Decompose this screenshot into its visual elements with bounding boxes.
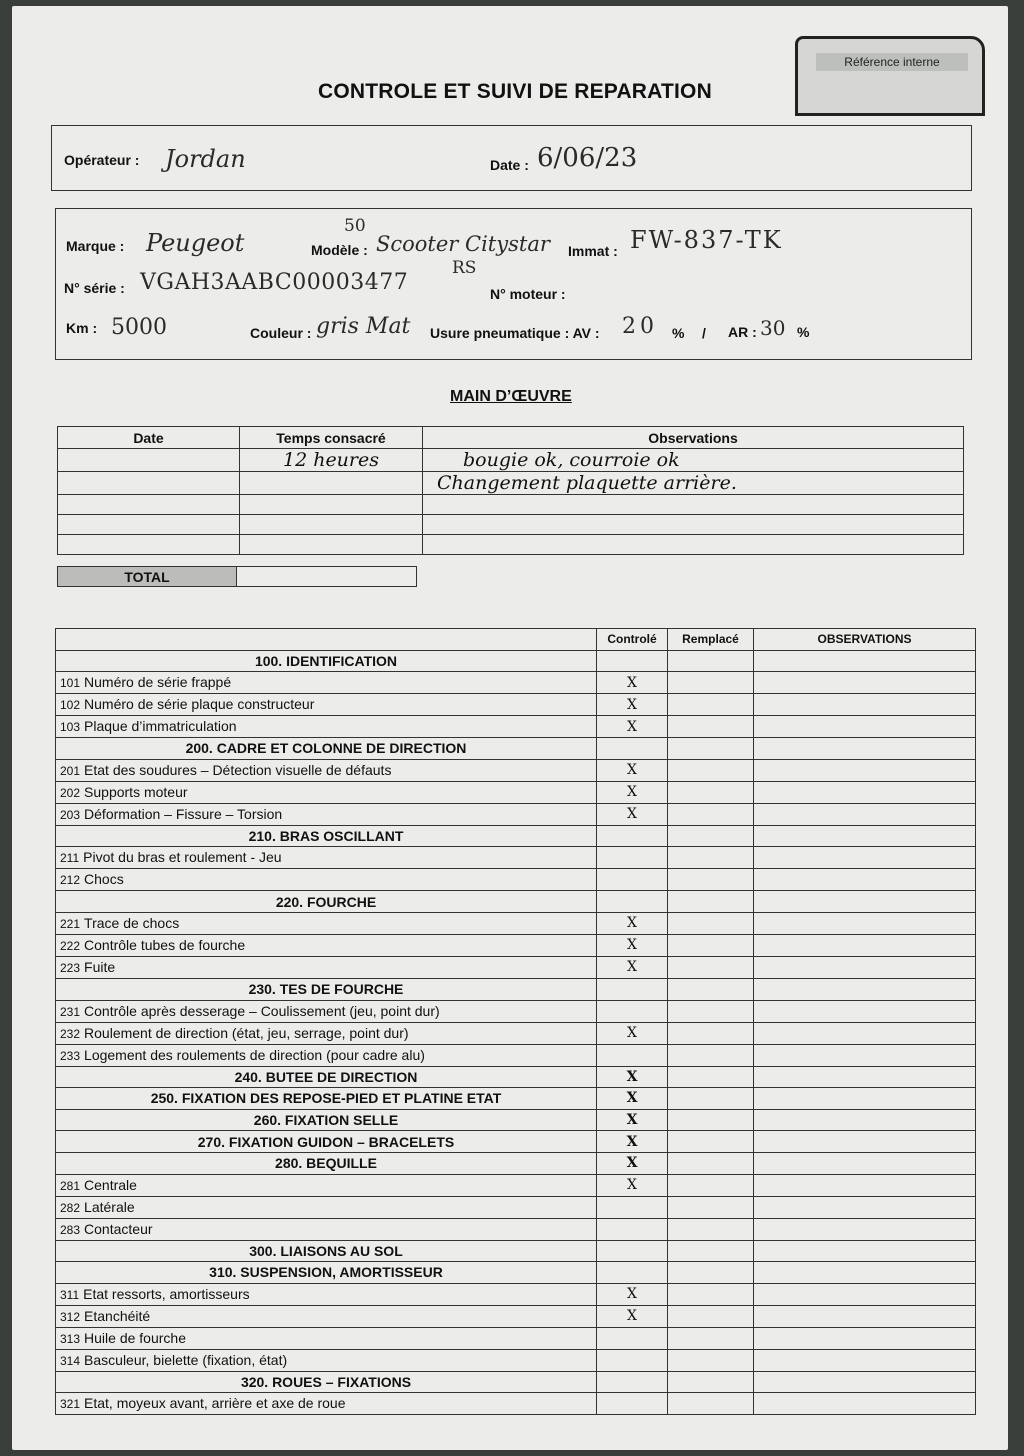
- controle-check-cell[interactable]: X: [597, 1022, 668, 1044]
- item-code: 211: [60, 851, 80, 866]
- observations-cell[interactable]: [754, 1371, 976, 1393]
- item-label: Plaque d’immatriculation: [84, 718, 237, 735]
- item-code: 312: [60, 1309, 81, 1324]
- controle-check-cell[interactable]: X: [597, 1283, 668, 1305]
- labor-col-date: Date: [58, 427, 240, 449]
- observations-cell[interactable]: [754, 1262, 976, 1284]
- labor-date-cell[interactable]: [58, 472, 240, 495]
- controle-check-cell[interactable]: X: [597, 716, 668, 738]
- checklist-item-row: [56, 1174, 976, 1196]
- controle-check-cell[interactable]: [597, 1044, 668, 1066]
- remplace-check-cell[interactable]: [668, 1088, 754, 1110]
- item-label: Contrôle tubes de fourche: [84, 936, 246, 953]
- section-heading: 320. ROUES – FIXATIONS: [56, 1371, 597, 1393]
- modele-label: Modèle :: [311, 242, 368, 258]
- item-label: Latérale: [84, 1198, 135, 1215]
- observations-cell[interactable]: [754, 1131, 976, 1153]
- av-value: 20: [622, 314, 658, 339]
- observations-cell[interactable]: [754, 1174, 976, 1196]
- controle-check-cell[interactable]: [597, 1262, 668, 1284]
- labor-time-cell[interactable]: [240, 472, 423, 495]
- checklist-item-row: [56, 1196, 976, 1218]
- item-code: 103: [60, 720, 81, 735]
- labor-col-observations: Observations: [423, 427, 964, 449]
- checklist-col-controle: Controlé: [597, 629, 668, 651]
- labor-obs-cell[interactable]: [423, 515, 964, 535]
- checklist-col-item: [56, 629, 597, 651]
- controle-check-cell[interactable]: [597, 978, 668, 1000]
- checklist-item-row: [56, 934, 976, 956]
- internal-reference-label: Référence interne: [816, 53, 968, 71]
- item-label: Numéro de série frappé: [84, 674, 232, 691]
- remplace-check-cell[interactable]: [668, 1022, 754, 1044]
- controle-check-cell[interactable]: [597, 1327, 668, 1349]
- remplace-check-cell[interactable]: [668, 956, 754, 978]
- checklist-item: [56, 1393, 597, 1415]
- item-label: Basculeur, bielette (fixation, état): [84, 1351, 288, 1368]
- controle-check-cell[interactable]: X: [597, 1152, 668, 1174]
- checklist-item: [56, 847, 597, 869]
- item-label: Trace de chocs: [84, 914, 180, 931]
- controle-check-cell[interactable]: X: [597, 781, 668, 803]
- immat-value: FW-837-TK: [630, 226, 783, 254]
- labor-obs-line1[interactable]: bougie ok, courroie ok: [423, 449, 964, 472]
- checklist-item-row: [56, 803, 976, 825]
- section-heading: 100. IDENTIFICATION: [56, 650, 597, 672]
- modele-value: Scooter Citystar: [376, 232, 550, 256]
- controle-check-cell[interactable]: [597, 1218, 668, 1240]
- controle-check-cell[interactable]: [597, 1349, 668, 1371]
- remplace-check-cell[interactable]: [668, 672, 754, 694]
- remplace-check-cell[interactable]: [668, 825, 754, 847]
- item-code: 102: [60, 698, 81, 713]
- remplace-check-cell[interactable]: [668, 1196, 754, 1218]
- checklist-item: [56, 912, 597, 934]
- remplace-check-cell[interactable]: [668, 1152, 754, 1174]
- labor-obs-line2[interactable]: Changement plaquette arrière.: [423, 472, 964, 495]
- item-label: Etat des soudures – Détection visuelle de défauts: [84, 761, 392, 778]
- checklist-item-row: [56, 1283, 976, 1305]
- checklist-section-row: [56, 1152, 976, 1174]
- controle-check-cell[interactable]: [597, 650, 668, 672]
- observations-cell[interactable]: [754, 803, 976, 825]
- controle-check-cell[interactable]: [597, 1196, 668, 1218]
- observations-cell[interactable]: [754, 781, 976, 803]
- checklist-item: [56, 956, 597, 978]
- observations-cell[interactable]: [754, 716, 976, 738]
- km-label: Km :: [66, 320, 98, 336]
- labor-time-cell[interactable]: [240, 535, 423, 555]
- item-code: 221: [60, 916, 81, 931]
- serie-value: VGAH3AABC00003477: [140, 270, 409, 295]
- item-code: 282: [60, 1200, 81, 1215]
- checklist-item: [56, 716, 597, 738]
- item-code: 311: [60, 1287, 80, 1302]
- checklist-section-row: [56, 1131, 976, 1153]
- observations-cell[interactable]: [754, 1000, 976, 1022]
- labor-total-table: [57, 566, 417, 587]
- observations-cell[interactable]: [754, 1066, 976, 1088]
- checklist-item: [56, 869, 597, 891]
- item-label: Etat ressorts, amortisseurs: [83, 1285, 250, 1302]
- labor-date-cell[interactable]: [58, 495, 240, 515]
- remplace-check-cell[interactable]: [668, 1174, 754, 1196]
- observations-cell[interactable]: [754, 847, 976, 869]
- checklist-item-row: [56, 956, 976, 978]
- remplace-check-cell[interactable]: [668, 1349, 754, 1371]
- labor-row: [58, 449, 964, 472]
- labor-date-cell[interactable]: [58, 535, 240, 555]
- checklist-item-row: [56, 1393, 976, 1415]
- item-label: Contacteur: [84, 1220, 153, 1237]
- labor-section-title: MAIN D’ŒUVRE: [450, 388, 572, 405]
- observations-cell[interactable]: [754, 738, 976, 760]
- av-percent: %: [672, 325, 685, 341]
- labor-row: [58, 495, 964, 515]
- item-label: Pivot du bras et roulement - Jeu: [83, 849, 282, 866]
- item-label: Fuite: [84, 958, 116, 975]
- remplace-check-cell[interactable]: [668, 1066, 754, 1088]
- checklist-item: [56, 759, 597, 781]
- date-value: 6/06/23: [537, 143, 638, 173]
- item-label: Huile de fourche: [84, 1329, 186, 1346]
- observations-cell[interactable]: [754, 1327, 976, 1349]
- checklist-item-row: [56, 912, 976, 934]
- labor-date-cell[interactable]: [58, 449, 240, 472]
- modele-note-bottom: RS: [452, 258, 477, 278]
- checklist-section-row: [56, 978, 976, 1000]
- checklist-item-row: [56, 781, 976, 803]
- remplace-check-cell[interactable]: [668, 1131, 754, 1153]
- item-label: Déformation – Fissure – Torsion: [84, 805, 283, 822]
- controle-check-cell[interactable]: X: [597, 803, 668, 825]
- checklist-section-row: [56, 891, 976, 913]
- checklist-item: [56, 1196, 597, 1218]
- controle-check-cell[interactable]: [597, 1371, 668, 1393]
- checklist-item: [56, 1218, 597, 1240]
- labor-obs-cell[interactable]: [423, 495, 964, 515]
- checklist-item: [56, 781, 597, 803]
- observations-cell[interactable]: [754, 1044, 976, 1066]
- remplace-check-cell[interactable]: [668, 869, 754, 891]
- controle-check-cell[interactable]: X: [597, 1088, 668, 1110]
- section-heading: 220. FOURCHE: [56, 891, 597, 913]
- controle-check-cell[interactable]: [597, 847, 668, 869]
- checklist-section-row: [56, 1371, 976, 1393]
- item-label: Centrale: [84, 1176, 137, 1193]
- usure-label: Usure pneumatique : AV :: [430, 325, 600, 341]
- section-heading: 270. FIXATION GUIDON – BRACELETS: [56, 1131, 597, 1153]
- item-label: Numéro de série plaque constructeur: [84, 696, 315, 713]
- remplace-check-cell[interactable]: [668, 1305, 754, 1327]
- checklist-section-row: [56, 738, 976, 760]
- item-code: 232: [60, 1026, 81, 1041]
- observations-cell[interactable]: [754, 1283, 976, 1305]
- checklist-item: [56, 1174, 597, 1196]
- moteur-label: N° moteur :: [490, 286, 566, 302]
- remplace-check-cell[interactable]: [668, 650, 754, 672]
- internal-reference-box: [795, 36, 985, 116]
- remplace-check-cell[interactable]: [668, 716, 754, 738]
- controle-check-cell[interactable]: X: [597, 1109, 668, 1131]
- observations-cell[interactable]: [754, 1022, 976, 1044]
- ar-value: 30: [760, 316, 786, 340]
- observations-cell[interactable]: [754, 759, 976, 781]
- controle-check-cell[interactable]: [597, 738, 668, 760]
- labor-total-value[interactable]: [237, 567, 417, 587]
- separator-slash: /: [702, 325, 706, 341]
- remplace-check-cell[interactable]: [668, 803, 754, 825]
- remplace-check-cell[interactable]: [668, 1218, 754, 1240]
- controle-check-cell[interactable]: X: [597, 912, 668, 934]
- item-label: Logement des roulements de direction (pour cadre alu): [84, 1046, 425, 1063]
- remplace-check-cell[interactable]: [668, 738, 754, 760]
- observations-cell[interactable]: [754, 650, 976, 672]
- section-heading: 200. CADRE ET COLONNE DE DIRECTION: [56, 738, 597, 760]
- remplace-check-cell[interactable]: [668, 1393, 754, 1415]
- couleur-label: Couleur :: [250, 325, 312, 341]
- checklist-item: [56, 1305, 597, 1327]
- checklist-section-row: [56, 1240, 976, 1262]
- labor-date-cell[interactable]: [58, 515, 240, 535]
- controle-check-cell[interactable]: X: [597, 672, 668, 694]
- labor-row: [58, 535, 964, 555]
- item-label: Contrôle après desserage – Coulissement (jeu, point dur): [84, 1002, 440, 1019]
- item-label: Supports moteur: [84, 783, 188, 800]
- checklist-item: [56, 672, 597, 694]
- item-label: Roulement de direction (état, jeu, serrage, point dur): [84, 1024, 409, 1041]
- observations-cell[interactable]: [754, 1152, 976, 1174]
- checklist-item-row: [56, 694, 976, 716]
- remplace-check-cell[interactable]: [668, 1283, 754, 1305]
- item-code: 202: [60, 785, 81, 800]
- observations-cell[interactable]: [754, 956, 976, 978]
- checklist-item-row: [56, 1327, 976, 1349]
- item-code: 314: [60, 1353, 81, 1368]
- checklist-section-row: [56, 1262, 976, 1284]
- checklist-item: [56, 1000, 597, 1022]
- controle-check-cell[interactable]: [597, 1240, 668, 1262]
- marque-label: Marque :: [66, 238, 125, 254]
- observations-cell[interactable]: [754, 1349, 976, 1371]
- observations-cell[interactable]: [754, 1305, 976, 1327]
- checklist-item: [56, 1327, 597, 1349]
- labor-row: [58, 472, 964, 495]
- checklist-item-row: [56, 847, 976, 869]
- remplace-check-cell[interactable]: [668, 1371, 754, 1393]
- observations-cell[interactable]: [754, 978, 976, 1000]
- section-heading: 210. BRAS OSCILLANT: [56, 825, 597, 847]
- remplace-check-cell[interactable]: [668, 934, 754, 956]
- item-code: 212: [60, 873, 81, 888]
- item-code: 281: [60, 1178, 81, 1193]
- controle-check-cell[interactable]: X: [597, 1066, 668, 1088]
- ar-percent: %: [797, 324, 810, 340]
- checklist-item-row: [56, 1218, 976, 1240]
- remplace-check-cell[interactable]: [668, 891, 754, 913]
- labor-col-time: Temps consacré: [240, 427, 423, 449]
- section-heading: 240. BUTEE DE DIRECTION: [56, 1066, 597, 1088]
- controle-check-cell[interactable]: X: [597, 1131, 668, 1153]
- km-value: 5000: [111, 315, 167, 340]
- remplace-check-cell[interactable]: [668, 759, 754, 781]
- controle-check-cell[interactable]: X: [597, 1305, 668, 1327]
- observations-cell[interactable]: [754, 672, 976, 694]
- section-heading: 230. TES DE FOURCHE: [56, 978, 597, 1000]
- checklist-item-row: [56, 759, 976, 781]
- checklist-item: [56, 1283, 597, 1305]
- checklist-col-remplace: Remplacé: [668, 629, 754, 651]
- controle-check-cell[interactable]: X: [597, 1174, 668, 1196]
- labor-total-label: TOTAL: [58, 567, 237, 587]
- checklist-item: [56, 803, 597, 825]
- labor-time-cell[interactable]: [240, 495, 423, 515]
- couleur-value: gris Mat: [316, 314, 411, 339]
- remplace-check-cell[interactable]: [668, 912, 754, 934]
- observations-cell[interactable]: [754, 694, 976, 716]
- checklist-section-row: [56, 825, 976, 847]
- serie-label: N° série :: [64, 280, 125, 296]
- section-heading: 260. FIXATION SELLE: [56, 1109, 597, 1131]
- controle-check-cell[interactable]: X: [597, 956, 668, 978]
- checklist-item-row: [56, 1349, 976, 1371]
- observations-cell[interactable]: [754, 1088, 976, 1110]
- checklist-section-row: [56, 1066, 976, 1088]
- controle-check-cell[interactable]: X: [597, 759, 668, 781]
- controle-check-cell[interactable]: [597, 1393, 668, 1415]
- item-label: Chocs: [84, 871, 124, 888]
- section-heading: 250. FIXATION DES REPOSE-PIED ET PLATINE ETAT: [56, 1088, 597, 1110]
- item-code: 101: [60, 676, 81, 691]
- remplace-check-cell[interactable]: [668, 1240, 754, 1262]
- labor-time-cell[interactable]: [240, 515, 423, 535]
- checklist-item-row: [56, 1044, 976, 1066]
- remplace-check-cell[interactable]: [668, 847, 754, 869]
- item-code: 223: [60, 960, 81, 975]
- section-heading: 300. LIAISONS AU SOL: [56, 1240, 597, 1262]
- labor-row: [58, 515, 964, 535]
- checklist-item-row: [56, 716, 976, 738]
- labor-table: [57, 426, 964, 555]
- observations-cell[interactable]: [754, 912, 976, 934]
- operator-value: Jordan: [165, 145, 246, 173]
- remplace-check-cell[interactable]: [668, 1109, 754, 1131]
- item-code: 222: [60, 938, 81, 953]
- page-title: CONTROLE ET SUIVI DE REPARATION: [318, 80, 712, 103]
- marque-value: Peugeot: [146, 229, 245, 257]
- observations-cell[interactable]: [754, 1196, 976, 1218]
- item-code: 203: [60, 807, 81, 822]
- modele-note-top: 50: [344, 216, 366, 236]
- remplace-check-cell[interactable]: [668, 781, 754, 803]
- checklist-item-row: [56, 1022, 976, 1044]
- item-code: 201: [60, 763, 81, 778]
- controle-check-cell[interactable]: [597, 869, 668, 891]
- item-code: 321: [60, 1397, 81, 1412]
- checklist-item: [56, 694, 597, 716]
- remplace-check-cell[interactable]: [668, 1327, 754, 1349]
- controle-check-cell[interactable]: X: [597, 934, 668, 956]
- observations-cell[interactable]: [754, 1393, 976, 1415]
- checklist-col-observations: OBSERVATIONS: [754, 629, 976, 651]
- controle-check-cell[interactable]: [597, 1000, 668, 1022]
- remplace-check-cell[interactable]: [668, 1000, 754, 1022]
- labor-obs-cell[interactable]: [423, 535, 964, 555]
- checklist-table: [55, 628, 976, 1415]
- checklist-section-row: [56, 1088, 976, 1110]
- item-code: 231: [60, 1004, 81, 1019]
- checklist-item-row: [56, 1000, 976, 1022]
- observations-cell[interactable]: [754, 891, 976, 913]
- ar-label: AR :: [728, 324, 757, 340]
- remplace-check-cell[interactable]: [668, 1044, 754, 1066]
- checklist-item: [56, 1044, 597, 1066]
- observations-cell[interactable]: [754, 1109, 976, 1131]
- checklist-item-row: [56, 869, 976, 891]
- controle-check-cell[interactable]: [597, 891, 668, 913]
- item-code: 313: [60, 1331, 81, 1346]
- checklist-item-row: [56, 1305, 976, 1327]
- observations-cell[interactable]: [754, 934, 976, 956]
- observations-cell[interactable]: [754, 1240, 976, 1262]
- checklist-item: [56, 934, 597, 956]
- item-code: 233: [60, 1048, 81, 1063]
- labor-time-value[interactable]: 12 heures: [240, 449, 423, 472]
- controle-check-cell[interactable]: X: [597, 694, 668, 716]
- date-label: Date :: [490, 157, 529, 173]
- observations-cell[interactable]: [754, 1218, 976, 1240]
- item-label: Etat, moyeux avant, arrière et axe de roue: [84, 1395, 346, 1412]
- checklist-section-row: [56, 650, 976, 672]
- checklist-item: [56, 1349, 597, 1371]
- controle-check-cell[interactable]: [597, 825, 668, 847]
- observations-cell[interactable]: [754, 825, 976, 847]
- remplace-check-cell[interactable]: [668, 1262, 754, 1284]
- item-code: 283: [60, 1222, 81, 1237]
- item-label: Etanchéité: [84, 1307, 151, 1324]
- section-heading: 310. SUSPENSION, AMORTISSEUR: [56, 1262, 597, 1284]
- immat-label: Immat :: [568, 243, 618, 259]
- operator-label: Opérateur :: [64, 152, 140, 168]
- observations-cell[interactable]: [754, 869, 976, 891]
- checklist-item: [56, 1022, 597, 1044]
- section-heading: 280. BEQUILLE: [56, 1152, 597, 1174]
- remplace-check-cell[interactable]: [668, 694, 754, 716]
- remplace-check-cell[interactable]: [668, 978, 754, 1000]
- checklist-item-row: [56, 672, 976, 694]
- checklist-section-row: [56, 1109, 976, 1131]
